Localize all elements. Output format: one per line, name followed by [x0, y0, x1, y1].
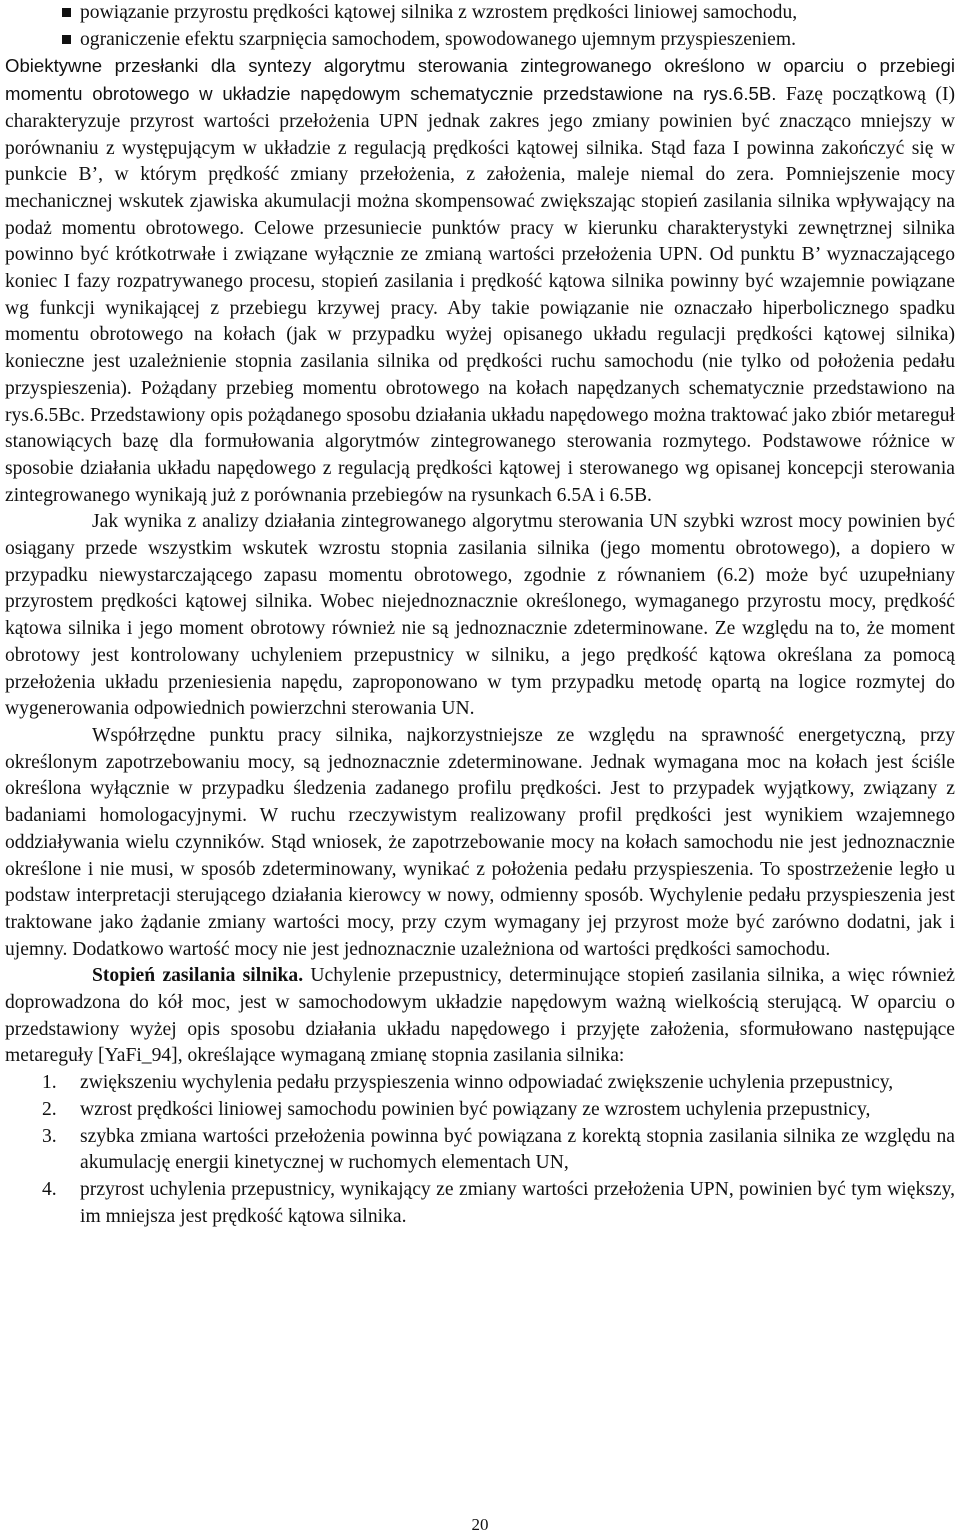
list-number: 4. [42, 1178, 57, 1200]
square-bullet-icon [62, 8, 71, 17]
bullet-item [5, 0, 955, 27]
square-bullet-icon [62, 35, 71, 44]
section-heading: Stopień zasilania silnika. [92, 965, 304, 987]
paragraph-synthesis [5, 53, 955, 509]
list-number: 3. [42, 1125, 57, 1147]
bullet-text: powiązanie przyrostu prędkości kątowej silnika z wzrostem prędkości liniowej samochodu, [80, 2, 798, 23]
bullet-text: ograniczenie efektu szarpnięcia samochodem, spowodowanego ujemnym przyspieszeniem. [80, 28, 797, 50]
paragraph-sans-text: Obiektywne przesłanki dla syntezy algorytmu sterowania zintegrowanego określono w oparciu o przebiegi momentu obrotowego w układzie napędowym schematycznie przedstawione na rys.6.5B. [5, 55, 955, 105]
metarule-item [5, 1097, 955, 1124]
paragraph-throttle [5, 963, 955, 1070]
metarule-item [5, 1177, 955, 1230]
paragraph-analysis: Jak wynika z analizy działania zintegrowanego algorytmu sterowania UN szybki wzrost mocy powinien być osiągany przede wszystkim wskutek wzrostu stopnia zasilania silnika (jego momentu obrotowego), a dopiero w przypadku niewystarczającego zapasu momentu obrotowego, zgodnie z równaniem (6.2) może być uzupełniany przyrostem prędkości kątowej silnika. Wobec niejednoznacznie określonego, wymaganego przyrostu mocy, prędkość kątowa silnika i jego moment obrotowy również nie są jednoznacznie zdeterminowane. Ze względu na to, że moment obrotowy jest kontrolowany uchyleniem przepustnicy w silniku, a jego prędkość kątowa określana za pomocą przełożenia układu przeniesienia napędu, zaproponowano w tym przypadku metodę opartą na logice rozmytej do wygenerowania odpowiednich powierzchni sterowania UN. [5, 511, 955, 720]
page-number: 20 [471, 1515, 489, 1534]
paragraph-text: Uchylenie przepustnicy, determinujące stopień zasilania silnika, a więc również doprowadzona do kół moc, jest w samochodowym układzie napędowym ważną wielkością sterującą. W oparciu o przedstawiony wyżej opis sposobu działania układu napędowego i przyjęte założenia, sformułowano następujące metareguły [YaFi_94], określające wymaganą zmianę stopnia zasilania silnika: [5, 965, 956, 1067]
list-text: szybka zmiana wartości przełożenia powinna być powiązana z korektą stopnia zasilania silnika ze względu na akumulację energii kinetycznej w ruchomych elementach UN, [80, 1125, 955, 1174]
bullet-list [5, 0, 955, 53]
metarule-item [5, 1124, 955, 1177]
list-number: 2. [42, 1098, 57, 1120]
list-number: 1. [42, 1072, 57, 1094]
document-page [5, 0, 955, 1230]
bullet-item [5, 27, 955, 54]
list-text: przyrost uchylenia przepustnicy, wynikający ze zmiany wartości przełożenia UPN, powinien być tym większy, im mniejsza jest prędkość kątowa silnika. [80, 1178, 955, 1227]
metarule-item [5, 1070, 955, 1097]
paragraph-operating-point: Współrzędne punktu pracy silnika, najkorzystniejsze ze względu na sprawność energetyczną, przy określonym zapotrzebowaniu mocy, są jednoznacznie zdeterminowane. Jednak wymagana moc na kołach jest ściśle określona wyłącznie w przypadku śledzenia zadanego profilu prędkości. Jest to przypadek wyjątkowy, związany z badaniami homologacyjnymi. W ruchu rzeczywistym realizowany profil prędkości jest wynikiem wzajemnego oddziaływania wielu czynników. Stąd wniosek, że zapotrzebowanie mocy na kołach samochodu nie jest jednoznacznie określone i nie musi, w sposób zdeterminowany, wynikać z położenia pedału przyspieszenia. To spostrzeżenie legło u podstaw interpretacji sterującego działania kierowcy w nowy, odmienny sposób. Wychylenie pedału przyspieszenia jest traktowane jako żądanie zmiany wartości mocy, przy czym wymagany jej przyrost może być zarówno dodatni, jak i ujemny. Dodatkowo wartość mocy nie jest jednoznacznie uzależniona od wartości prędkości samochodu. [5, 724, 955, 960]
metarules-list [5, 1070, 955, 1230]
list-text: wzrost prędkości liniowej samochodu powinien być powiązany ze wzrostem uchylenia przepustnicy, [80, 1098, 871, 1120]
list-text: zwiększeniu wychylenia pedału przyspieszenia winno odpowiadać zwiększenie uchylenia przepustnicy, [80, 1072, 894, 1094]
paragraph-text: Fazę początkową (I) charakteryzuje przyrost wartości przełożenia UPN jednak zakres jego zmiany powinien być znacząco mniejszy w porównaniu z występującym w układzie z regulacją prędkości kątowej silnika. Stąd faza I powinna zakończyć się w punkcie B’, w którym prędkość zmiany przełożenia, z założenia, maleje niemal do zera. Pomniejszenie mocy mechanicznej wskutek zjawiska akumulacji można skompensować zwiększając stopień zasilania silnika wpływający na podaż momentu obrotowego. Celowe przesuniecie punktów pracy w kierunku charakterystyki zewnętrznej silnika powinno być krótkotrwałe i związane wyłącznie ze zmianą wartości przełożenia UPN. Od punktu B’ wyznaczającego koniec I fazy rozpatrywanego procesu, stopień zasilania i prędkość kątowa silnika powinny być wzajemnie powiązane wg funkcji wynikającej z przebiegu krzywej pracy. Aby takie powiązanie nie oznaczało hiperbolicznego spadku momentu obrotowego na kołach (jak w przypadku wyżej opisanego układu regulacji prędkości kątowej silnika) konieczne jest uzależnienie stopnia zasilania silnika od prędkości ruchu samochodu (nie tylko od położenia pedału przyspieszenia). Pożądany przebieg momentu obrotowego na kołach napędzanych schematycznie przedstawiono na rys.6.5Bc. Przedstawiony opis pożądanego sposobu działania układu napędowego można traktować jako zbiór metareguł stanowiących bazę dla formułowania algorytmów zintegrowanego sterowania rozmytego. Podstawowe różnice w sposobie działania układu napędowego z regulacją prędkości kątowej i sterowanego wg opisanej koncepcji sterowania zintegrowanego wynikają już z porównania przebiegów na rysunkach 6.5A i 6.5B. [5, 84, 955, 506]
